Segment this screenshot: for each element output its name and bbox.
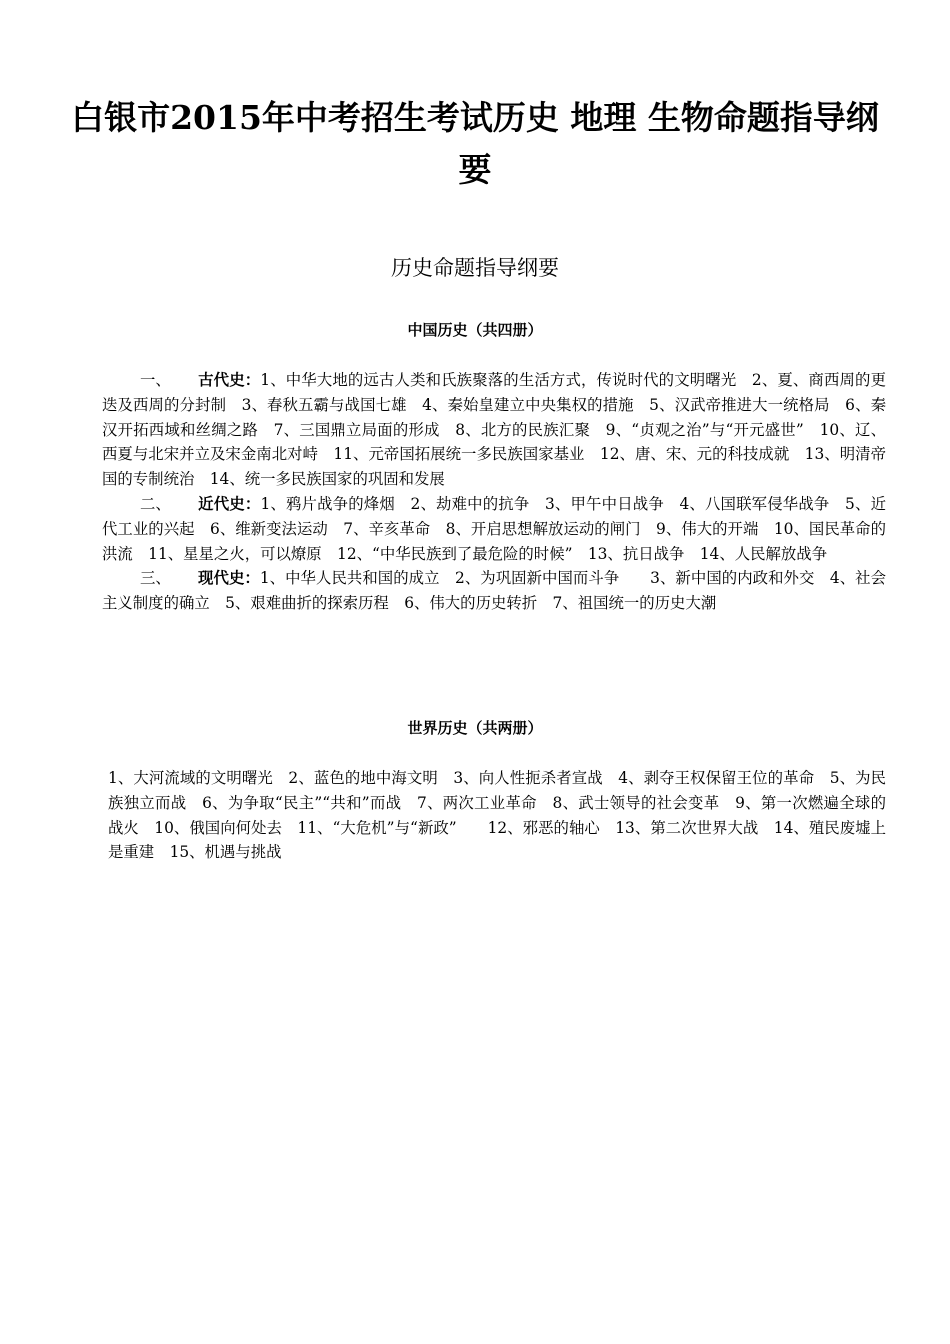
world-history-heading: 世界历史（共两册） (407, 719, 543, 737)
world-history-paragraph: 1、大河流域的文明曙光 2、蓝色的地中海文明 3、向人性扼杀者宣战 4、剥夺王权保留王位的革命 5、为民族独立而战 6、为争取“民主”“共和”而战 7、两次工业革命 8、武士领导的社会变革 9、第一次燃遍全球的战火 10、俄国向何处去 11、“大危机”与“新政” 12、邪恶的轴心 13、第二次世界大战 14、殖民废墟上是重建 15、机遇与挑战 (108, 769, 886, 862)
paragraph-number: 三、 (140, 569, 171, 588)
ancient-history-paragraph (102, 368, 886, 492)
china-history-body (102, 368, 886, 616)
china-history-heading: 中国历史（共四册） (407, 321, 543, 339)
paragraph-text: 1、中华大地的远古人类和氏族聚落的生活方式，传说时代的文明曙光 2、夏、商西周的更迭及西周的分封制 3、春秋五霸与战国七雄 4、秦始皇建立中央集权的措施 5、汉武帝推进大一统格局 6、秦汉开拓西域和丝绸之路 7、三国鼎立局面的形成 8、北方的民族汇聚 9、“贞观之治”与“开元盛世” 10、辽、西夏与北宋并立及宋金南北对峙 11、元帝国拓展统一多民族国家基业 12、唐、宋、元的科技成就 13、明清帝国的专制统治 14、统一多民族国家的巩固和发展 (102, 371, 886, 489)
modern-history-paragraph (102, 492, 886, 566)
paragraph-text: 1、中华人民共和国的成立 2、为巩固新中国而斗争 3、新中国的内政和外交 4、社会主义制度的确立 5、艰难曲折的探索历程 6、伟大的历史转折 7、祖国统一的历史大潮 (102, 569, 886, 613)
section-title: 历史命题指导纲要 (391, 256, 559, 280)
paragraph-label: 近代史： (198, 494, 261, 513)
contemporary-history-paragraph (102, 566, 886, 616)
paragraph-label: 现代史： (198, 569, 260, 588)
paragraph-number: 一、 (140, 371, 171, 389)
world-history-body (108, 766, 886, 865)
paragraph-text: 1、鸦片战争的烽烟 2、劫难中的抗争 3、甲午中日战争 4、八国联军侵华战争 5、近代工业的兴起 6、维新变法运动 7、辛亥革命 8、开启思想解放运动的闸门 9、伟大的开端 10、国民革命的洪流 11、星星之火，可以燎原 12、“中华民族到了最危险的时候” 13、抗日战争 14、人民解放战争 (102, 494, 886, 563)
paragraph-number: 二、 (140, 494, 171, 513)
document-title: 白银市2015年中考招生考试历史 地理 生物命题指导纲要 (71, 98, 879, 189)
paragraph-label: 古代史： (198, 371, 261, 389)
